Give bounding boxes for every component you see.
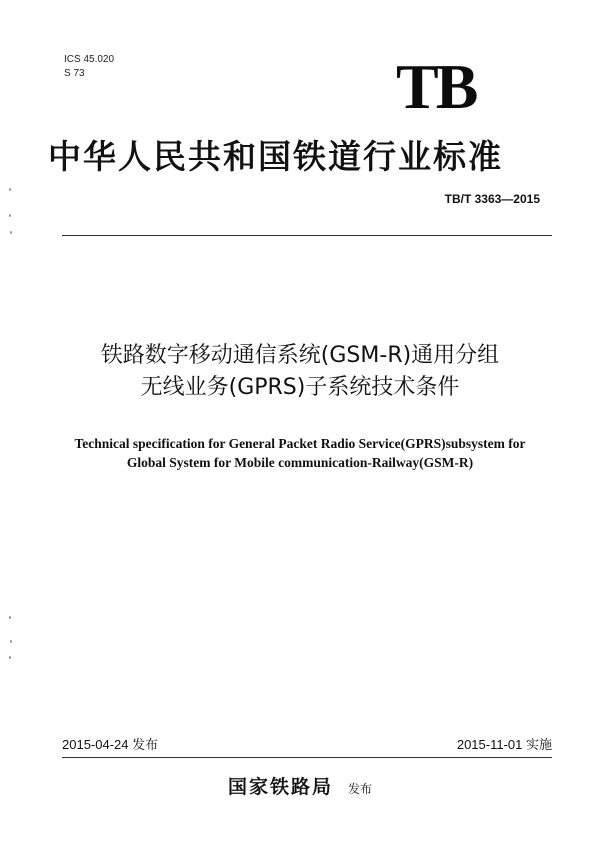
scan-speck (10, 640, 12, 643)
top-divider (62, 235, 552, 236)
english-title-line-2: Global System for Mobile communication-Railway(GSM-R) (126, 455, 474, 470)
scan-speck (9, 616, 11, 619)
publisher-line (0, 772, 600, 799)
scan-speck (9, 188, 11, 191)
chinese-title (40, 340, 560, 404)
ccs-code: S 73 (64, 68, 85, 79)
tb-logo: TB (396, 51, 476, 122)
publisher-action: 发布 (348, 782, 373, 796)
implementation-date: 2015-11-01 实施 (456, 737, 552, 752)
ics-code: ICS 45.020 (64, 54, 115, 65)
scan-speck (9, 214, 11, 217)
standard-class-heading: 中华人民共和国铁道行业标准 (48, 137, 503, 176)
scan-speck (9, 656, 11, 659)
chinese-title-line-1: 铁路数字移动通信系统(GSM-R)通用分组 (100, 343, 500, 368)
publisher-org: 国家铁路局 (227, 776, 333, 798)
bottom-divider (62, 757, 552, 758)
chinese-title-line-2: 无线业务(GPRS)子系统技术条件 (140, 375, 460, 400)
standard-number: TB/T 3363—2015 (444, 192, 540, 206)
scan-speck (10, 231, 12, 234)
issue-date: 2015-04-24 发布 (62, 737, 159, 752)
english-title (30, 434, 570, 472)
english-title-line-1: Technical specification for General Packet Radio Service(GPRS)subsystem for (74, 436, 526, 451)
